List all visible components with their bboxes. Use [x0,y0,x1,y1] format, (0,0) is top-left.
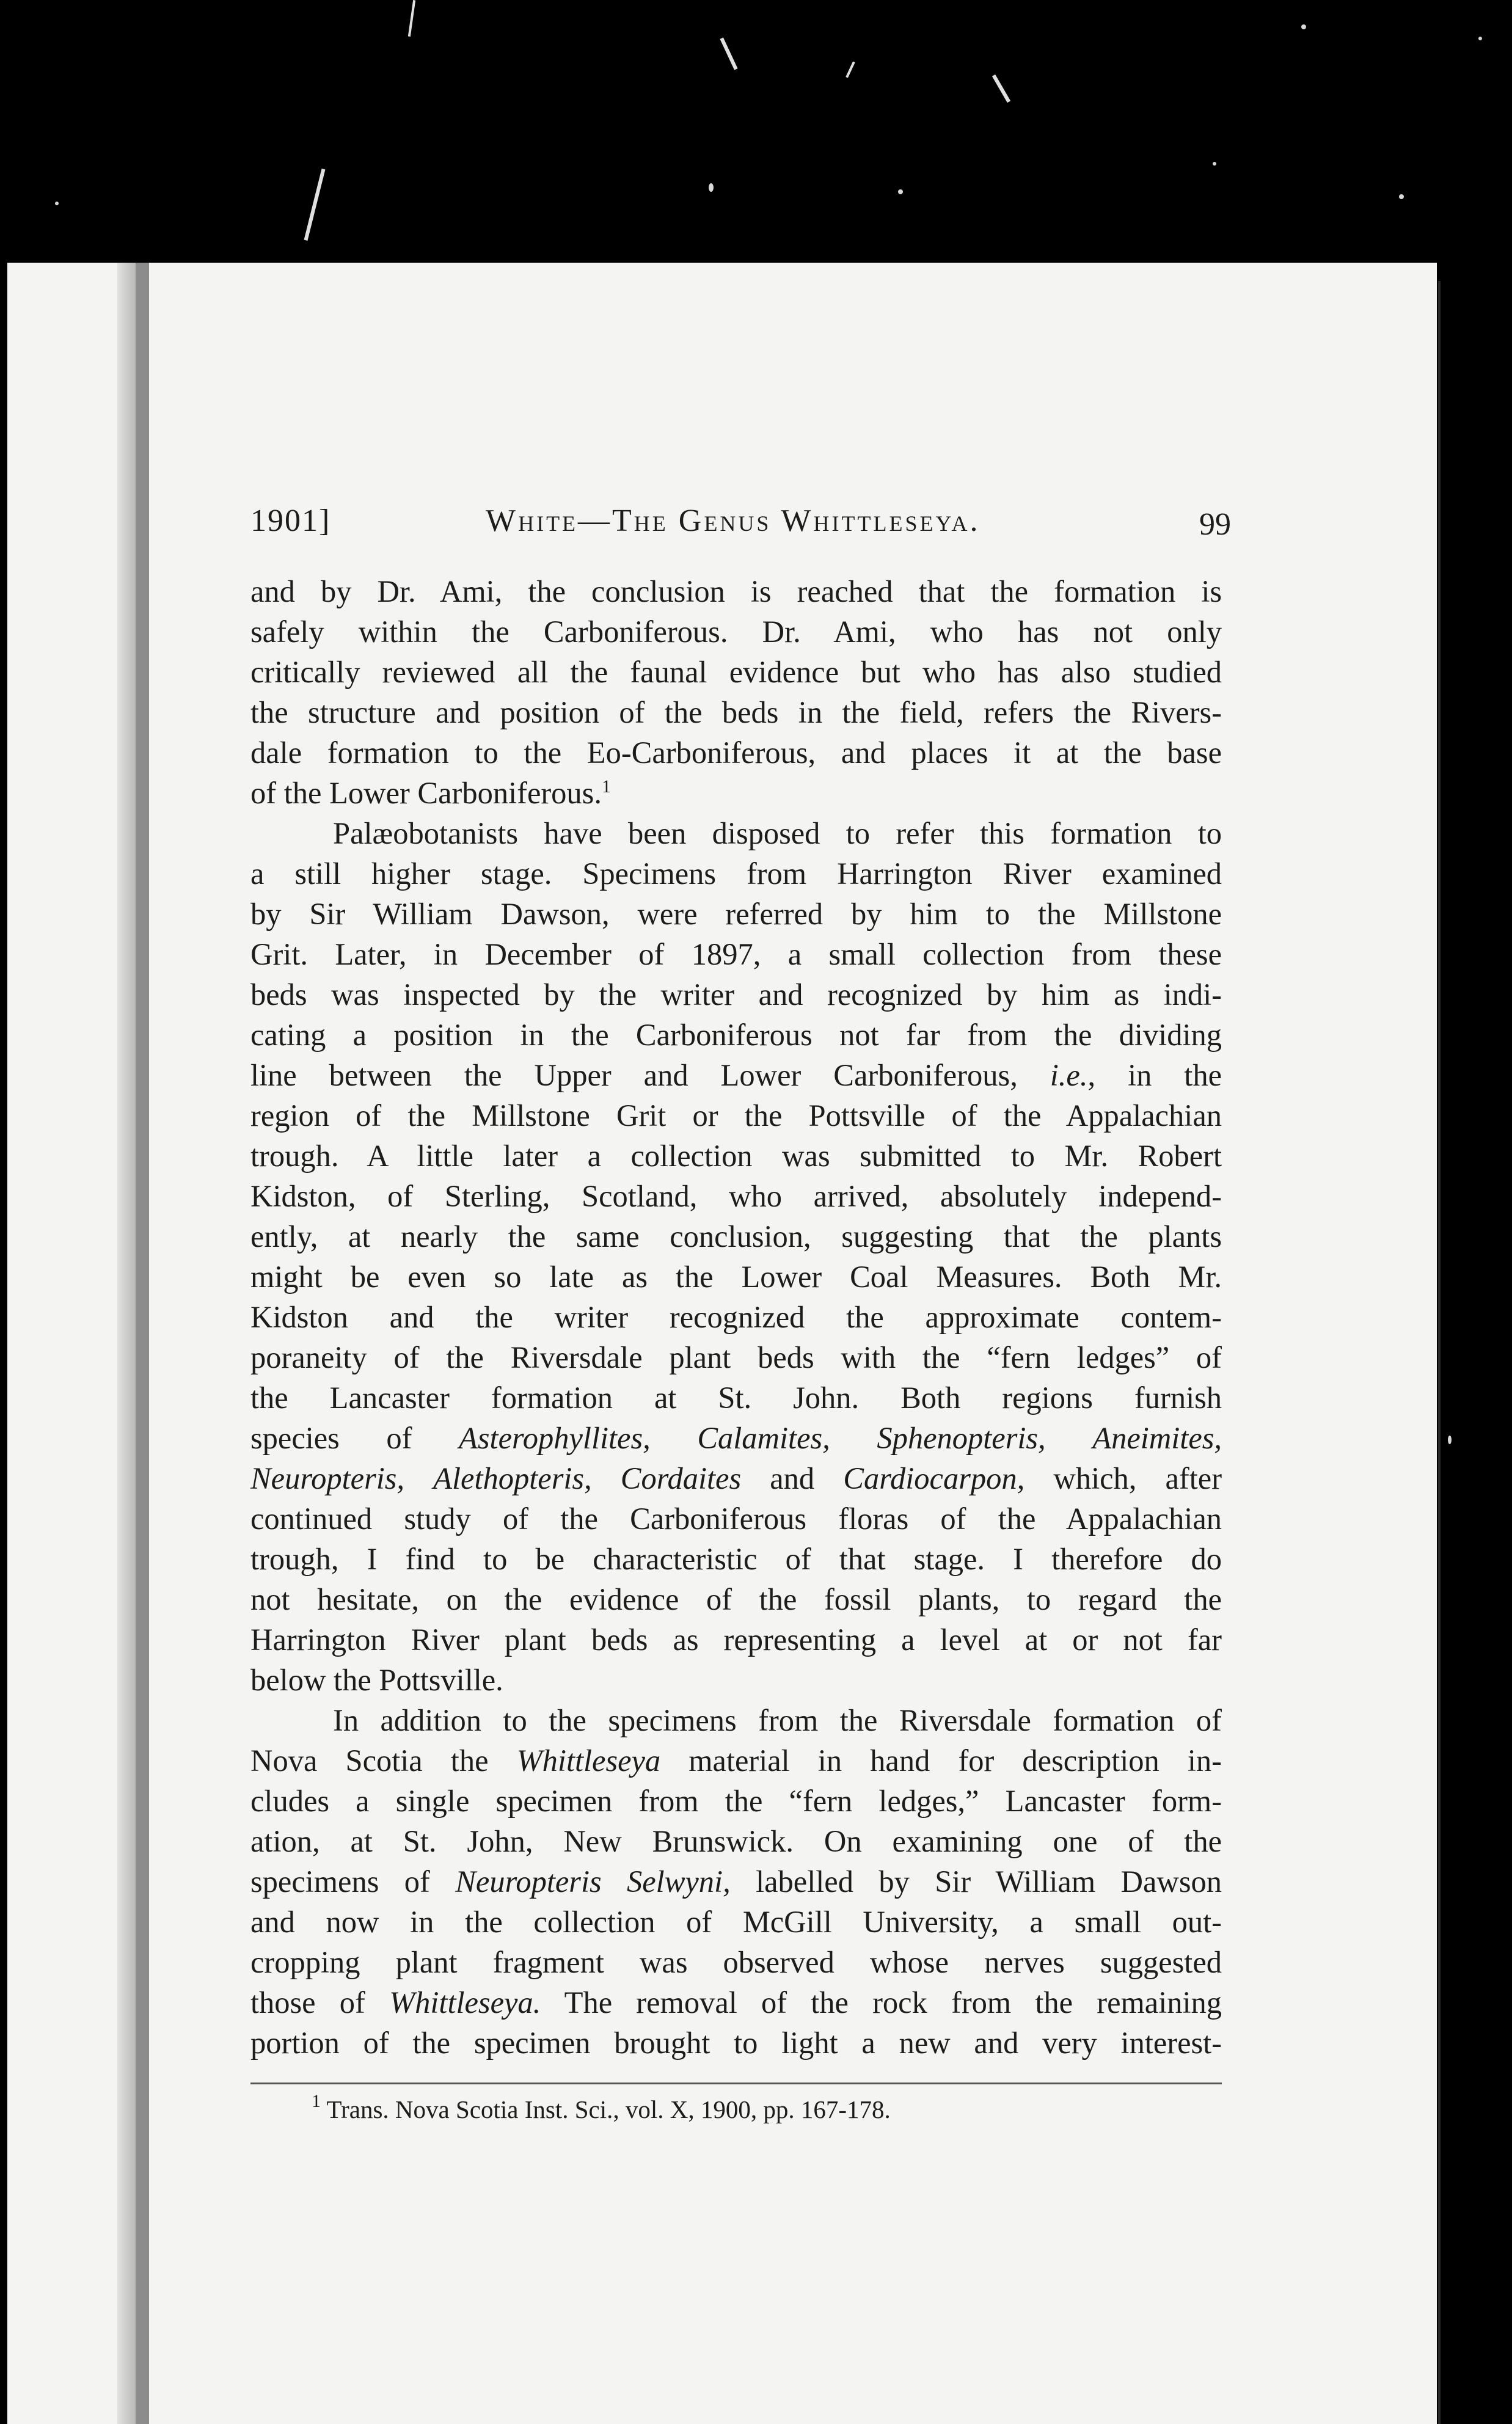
text-fragment: material in hand for description in- [688,1743,1222,1778]
text-line [250,1982,1222,2023]
scan-artifact [720,37,737,70]
running-head [250,498,1231,547]
scan-artifact [992,75,1010,103]
scan-artifact [408,0,415,37]
text-line: portion of the specimen brought to light a new and very interest- [250,2026,1222,2060]
text-line: Grit. Later, in December of 1897, a small collection from these [250,937,1222,971]
footnote-text: Trans. Nova Scotia Inst. Sci., vol. X, 1900, pp. 167-178. [326,2095,891,2123]
text-line: and now in the collection of McGill University, a small out- [250,1905,1222,1939]
text-fragment: in the [1128,1058,1222,1092]
genus-name: Alethopteris, [433,1461,592,1495]
genus-name: Whittleseya. [389,1985,541,2020]
scan-artifact [55,202,59,205]
text-line: Harrington River plant beds as representing a level at or not far [250,1623,1222,1657]
text-line [250,1418,1222,1458]
body-text [250,571,1222,2063]
text-line: a still higher stage. Specimens from Harrington River examined [250,856,1222,891]
text-line: region of the Millstone Grit or the Pottsville of the Appalachian [250,1098,1222,1133]
scan-artifact [1448,1436,1452,1444]
text-line: ently, at nearly the same conclusion, suggesting that the plants [250,1219,1222,1254]
genus-name: Calamites, [697,1421,830,1455]
footnote-rule [250,2083,1222,2084]
genus-name: Sphenopteris, [877,1421,1046,1455]
text-line: poraneity of the Riversdale plant beds with the “fern ledges” of [250,1340,1222,1374]
genus-name: Aneimites, [1092,1421,1222,1455]
text-fragment: species of [250,1421,412,1455]
text-line: cludes a single specimen from the “fern ledges,” Lancaster form- [250,1784,1222,1818]
text-line [250,773,1222,813]
text-line: cropping plant fragment was observed whose nerves suggested [250,1945,1222,1979]
genus-name: Asterophyllites, [459,1421,651,1455]
text-line: continued study of the Carboniferous floras of the Appalachian [250,1502,1222,1536]
text-line [250,1458,1222,1499]
text-line: Palæobotanists have been disposed to refer this formation to [333,816,1222,850]
text-line [250,1740,1222,1781]
scan-artifact [1478,37,1482,40]
text-line: ation, at St. John, New Brunswick. On examining one of the [250,1824,1222,1858]
page-number: 99 [1199,507,1231,542]
species-name: Neuropteris Selwyni, [455,1864,731,1899]
text-line: safely within the Carboniferous. Dr. Ami, who has not only [250,615,1222,649]
text-line: trough, I find to be characteristic of that stage. I therefore do [250,1542,1222,1576]
footnote-marker: 1 [312,2091,321,2111]
text-line: beds was inspected by the writer and recognized by him as indi- [250,977,1222,1012]
running-head-year: 1901] [250,503,331,538]
text-fragment: those of [250,1985,365,2020]
genus-name: Neuropteris, [250,1461,405,1495]
text-line: might be even so late as the Lower Coal Measures. Both Mr. [250,1260,1222,1294]
text-line: by Sir William Dawson, were referred by him to the Millstone [250,897,1222,931]
text-fragment: of the Lower Carboniferous. [250,776,602,810]
text-line: In addition to the specimens from the Riversdale formation of [333,1703,1222,1737]
text-line: cating a position in the Carboniferous not far from the dividing [250,1018,1222,1052]
scan-artifact [1399,194,1404,199]
text-fragment: The removal of the rock from the remaining [564,1985,1222,2020]
scan-artifact [304,169,326,241]
text-line: trough. A little later a collection was submitted to Mr. Robert [250,1139,1222,1173]
italic-term: i.e. [1050,1058,1088,1092]
scan-artifact [898,189,903,194]
text-line: and by Dr. Ami, the conclusion is reached that the formation is [250,574,1222,608]
text-fragment: line between the Upper and Lower Carboniferous, [250,1058,1018,1092]
text-line: Kidston and the writer recognized the approximate contem- [250,1300,1222,1334]
text-line: Kidston, of Sterling, Scotland, who arrived, absolutely independ- [250,1179,1222,1213]
text-line: line between the Upper and Lower Carboniferous, i.e., in the [250,1058,1222,1092]
page-gutter [136,263,149,2424]
text-fragment: Nova Scotia the [250,1743,489,1778]
footnote [312,2092,891,2126]
text-fragment: and [770,1461,815,1495]
scan-artifact [1301,24,1306,29]
text-line: the Lancaster formation at St. John. Both regions furnish [250,1381,1222,1415]
text-fragment: labelled by Sir William Dawson [756,1864,1222,1899]
text-line: not hesitate, on the evidence of the fossil plants, to regard the [250,1582,1222,1616]
footnote-reference: 1 [601,776,611,797]
scan-artifact [845,61,855,78]
text-line: dale formation to the Eo-Carboniferous, and places it at the base [250,736,1222,770]
text-line: below the Pottsville. [250,1663,503,1697]
text-line [250,1861,1222,1902]
scan-artifact [1213,162,1216,166]
genus-name: Whittleseya [516,1743,661,1778]
genus-name: Cardiocarpon, [843,1461,1025,1495]
text-line: critically reviewed all the faunal evidence but who has also studied [250,655,1222,689]
gutter-shadow [117,263,136,2424]
running-head-title: White—The Genus Whittleseya. [486,503,981,538]
text-line: the structure and position of the beds in the field, refers the Rivers- [250,695,1222,729]
scan-artifact [709,183,714,192]
page-edge-shadow [1438,281,1441,2424]
text-fragment: specimens of [250,1864,430,1899]
text-fragment: which, after [1053,1461,1222,1495]
genus-name: Cordaites [620,1461,742,1495]
